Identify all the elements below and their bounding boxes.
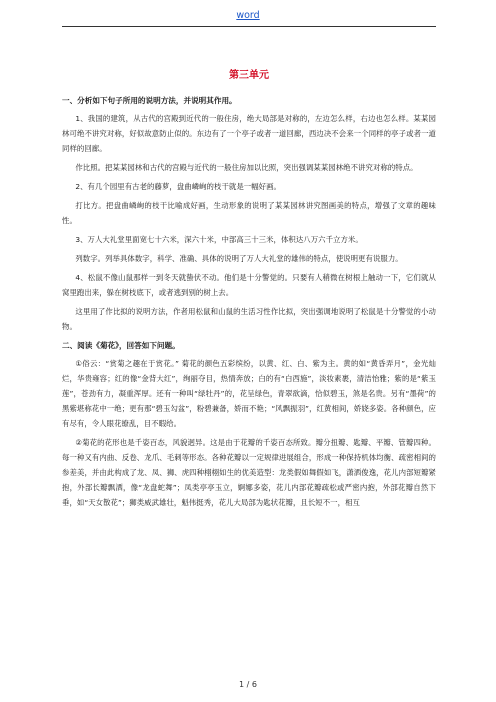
document-body [62, 60, 436, 514]
page-number: 1 / 6 [239, 680, 257, 689]
paragraph: 1、我国的建筑，从古代的宫殿到近代的一般住房，绝大局部是对称的，左边怎么样，右边也怎么样。某某园林可绝不讲究对称，好似故意防止似的。东边有了一个亭子或者一道回廊，西边决不会来一个同样的亭子或者一道同样的回廊。 [62, 114, 436, 153]
paragraph: 作比照。把某某园林和古代的宫殿与近代的一般住房加以比照，突出强调某某园林绝不讲究对称的特点。 [75, 163, 418, 172]
word-header-link[interactable]: word [236, 10, 260, 21]
header-rule [62, 26, 436, 27]
page-title: 第三单元 [229, 70, 269, 81]
paragraph: ②菊花的花形也是千姿百态，风貌迥异。这是由于花瓣的千姿百态所致。瓣分扭瓣、匙瓣、平瓣、管瓣四种。每一种又有内曲、反卷、龙爪、毛刺等形态。各种花瓣以一定规律进展组合，形成一种保持机体均衡、疏密相间的参差美，并由此构成了龙、凤、狮、虎四种栩栩如生的优美造型：龙类假如舞假如飞，潇洒俊逸，花儿内部短瓣紧抱，外部长瓣飘洒，像“龙盘蛇舞”；凤类亭亭玉立，婀娜多姿，花儿内部花瓣疏松或严密内抱，外部花瓣自然下垂，如“天女散花”；狮类威武雄壮，魁伟挺秀，花儿大局部为匙状花瓣，且长短不一，相互 [62, 438, 436, 507]
paragraph: 4、松鼠不像山鼠那样一到冬天就蛰伏不动。他们是十分警觉的。只要有人稍微在树根上触动一下，它们就从窝里跑出来，躲在树枝底下，或者逃到别的树上去。 [62, 273, 436, 297]
paragraph: 打比方。把盘曲嶙峋的枝干比喻成好画，生动形象的说明了某某园林讲究图画美的特点，增强了文章的趣味性。 [62, 201, 436, 225]
section-2-heading: 二、阅读《菊花》，回答如下问题。 [62, 341, 180, 350]
paragraph: 列数字。列举具体数字，科学、准确、具体的说明了万人大礼堂的雄伟的特点，使说明更有说服力。 [75, 254, 403, 263]
paragraph: 3、万人大礼堂里面宽七十六米，深六十米，中部高三十三米，体积达八万六千立方米。 [75, 235, 363, 244]
paragraph: 2、有几个园里有古老的藤萝，盘曲嶙峋的枝干就是一幅好画。 [75, 182, 281, 191]
section-1-heading: 一、分析如下句子所用的说明方法，并说明其作用。 [62, 96, 237, 105]
paragraph: ①俗云：“赏菊之趣在于赏花。” 菊花的颜色五彩缤纷，以黄、红、白、紫为主。黄的如“黄昏弄月”，金光灿烂，华贵雍容；红的像“金背大红”，绚丽夺目，热情奔放；白的有“白西施”，淡妆素裹，清洁怡雅；紫的是“紫玉莲”，苍劲有力，凝重浑厚。还有一种叫“绿牡丹”的，花呈绿色，青翠欲滴，恰似碧玉，煞是名贵。另有“墨荷”的黑紫堪称花中一绝；更有那“碧玉勾盆”，粉碧兼备，娇而不艳；“风飘振羽”，红黄相间，娇娆多姿。各种颜色，应有尽有，令人眼花缭乱，目不暇给。 [62, 359, 436, 428]
paragraph: 这里用了作比拟的说明方法，作者用松鼠和山鼠的生活习性作比拟，突出强调地说明了松鼠是十分警觉的小动物。 [62, 307, 436, 331]
